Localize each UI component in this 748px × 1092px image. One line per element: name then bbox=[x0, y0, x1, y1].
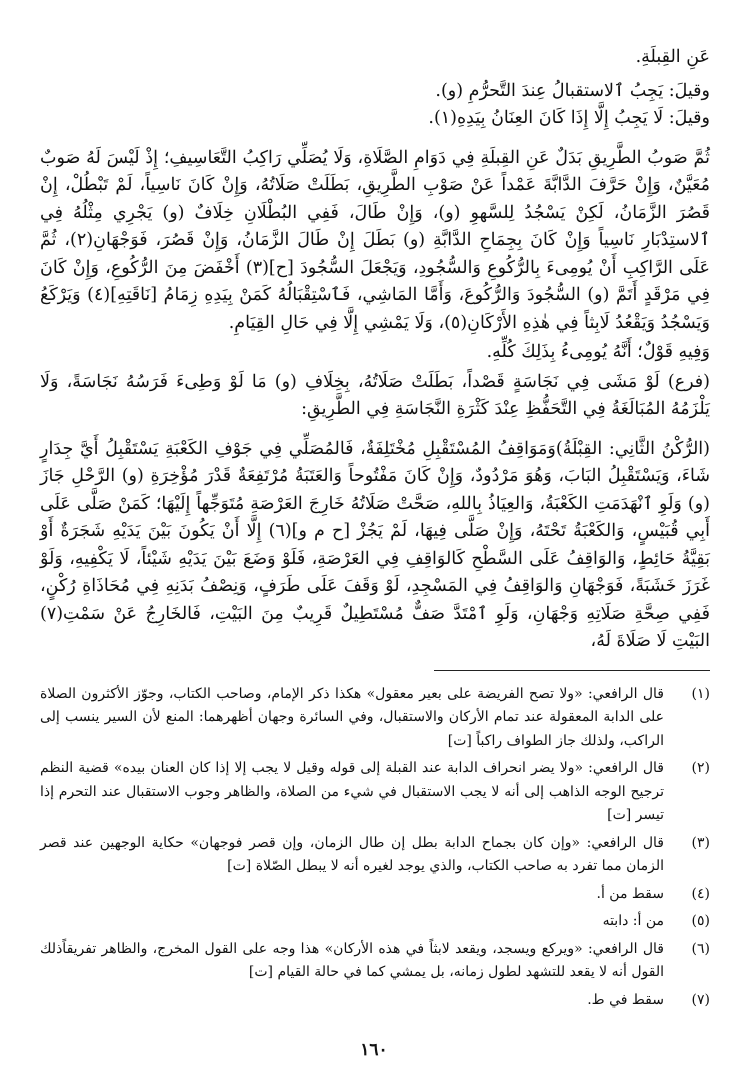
paragraph-qibla: (الرُّكْنُ الثَّانِي: القِبْلَةُ)وَمَوَاقِفُ المُسْتَقْبِلِ مُخْتَلِفَةٌ، فَالمُصَلِّي فِي جَوْفِ الكَعْبَةِ يَسْتَقْبِلُ أَيَّ جِدَارٍ شَاءَ، وَيَسْتَقْبِلُ البَابَ، وَهُوَ مَرْدُودٌ، وَإِنْ كَانَ مَفْتُوحاً وَالعَتَبَةُ مُرْتَفِعَةٌ قَدْرَ مُؤْخِرَةِ (و) الرَّحْلِ جَازَ (و) وَلَوِ ٱنْهَدَمَتِ الكَعْبَةُ، وَالعِيَاذُ بِاللهِ، صَحَّتْ صَلَاتُهُ خَارِجَ العَرْصَةِ مُتَوَجِّهاً إِلَيْهَا؛ كَمَنْ صَلَّى عَلَى أَبِي قُبَيْسٍ، وَالكَعْبَةُ تَحْتَهُ، وَإِنْ صَلَّى فِيهَا، لَمْ يَجُزْ [ح م و](٦) إِلَّا أَنْ يَكُونَ بَيْنَ يَدَيْهِ شَجَرَةٌ أَوْ بَقِيَّةُ حَائِطٍ، وَالوَاقِفُ عَلَى السَّطْحِ كَالوَاقِفِ فِي العَرْصَةِ، فَلَوْ وَضَعَ بَيْنَ يَدَيْهِ شَيْئاً، لَا يَكْفِيهِ، وَلَوْ غَرَزَ خَشَبَةً، فَوَجْهَانِ وَالوَاقِفُ فِي المَسْجِدِ، لَوْ وَقَفَ عَلَى طَرَفٍ، وَنِصْفُ بَدَنِهِ فِي مُحَاذَاةِ رُكْنٍ، فَفِي صِحَّةِ صَلَاتِهِ وَجْهَانِ، وَلَوِ ٱمْتَدَّ صَفٌّ مُسْتَطِيلٌ قَرِيبٌ مِنَ البَيْتِ، فَالخَارِجُ عَنْ سَمْتِ(٧) البَيْتِ لَا صَلَاةَ لَهُ، bbox=[40, 438, 710, 651]
footnote-divider bbox=[434, 670, 710, 671]
footnote-text: قال الرافعي: «ويركع ويسجد، ويقعد لابثاً في هذه الأركان» هذا وجه على القول المخرج، والظاهر تفريقاًذلك القول أنه لا يقعد للتشهد لطول زمانه، بل يمشي كما في حالة القيام [ت] bbox=[40, 940, 664, 980]
footnote-text: من أ: دابته bbox=[602, 913, 664, 929]
footnote bbox=[40, 683, 710, 754]
paragraph-riding: ثُمَّ صَوبُ الطَّرِيقِ بَدَلٌ عَنِ القِبلَةِ فِي دَوَامِ الصَّلَاةِ، وَلَا يُصَلِّي رَاكِبُ التَّعَاسِيفِ؛ إِذْ لَيْسَ لَهُ صَوبٌ مُعَيَّنٌ، وَإِنْ حَرَّفَ الدَّابَّةَ عَمْداً عَنْ صَوْبِ الطَّرِيقِ، بَطَلَتْ صَلَاتُهُ، وَإِنْ كَانَ نَاسِياً، لَمْ تَبْطُلْ، إِنْ قَصُرَ الزَّمَانُ، لَكِنْ يَسْجُدُ لِلسَّهوِ (و)، وَإِنْ طَالَ، فَفِي البُطْلَانِ خِلَافٌ (و) يَجْرِي مِثْلُهُ فِي ٱلاستِدْبَارِ نَاسِياً وَإِنْ كَانَ بِجِمَاحِ الدَّابَّةِ (و) بَطَلَ إِنْ طَالَ الزَّمَانُ، وَإِنْ قَصُرَ، فَوَجْهَانِ(٢)، ثُمَّ عَلَى الرَّاكِبِ أَنْ يُومِىءَ بِالرُّكُوعِ وَالسُّجُودِ، وَيَجْعَلَ السُّجُودَ [ح](٣) أَخْفَضَ مِنَ الرُّكُوعِ، وَإِنْ كَانَ فِي مَرْقَدٍ أَتَمَّ (و) السُّجُودَ وَالرُّكُوعَ، وَأَمَّا المَاشِي، فَٱسْتِقْبَالُهُ كَمَنْ بِيَدِهِ زِمَامُ [نَاقَتِهِ](٤) وَيَرْكَعُ وَيَسْجُدُ وَيَقْعُدُ لَابِثاً فِي هٰذِهِ الأَرْكَانِ(٥)، وَلَا يَمْشِي إِلَّا فِي حَالِ القِيَامِ. bbox=[40, 147, 710, 333]
footnote-text: سقط في ط. bbox=[587, 991, 664, 1008]
page-number: ١٦٠ bbox=[360, 1040, 388, 1060]
footnote bbox=[40, 832, 710, 879]
paragraph-qila-2: وقيلَ: لَا يَجِبُ إِلَّا إِذَا كَانَ العِنَانُ بِيَدِهِ(١). bbox=[428, 108, 710, 128]
footnote-number: (٤) bbox=[691, 885, 710, 902]
footnote-text: قال الرافعي: «وإن كان بجماح الدابة بطل إن طال الزمان، وإن قصر فوجهان» حكاية الوجهين عند قصر الزمان مما تفرد به صاحب الكتاب، والذي يوجد لغيره أنه لا يبطل الصّلاة [ت] bbox=[40, 834, 664, 874]
paragraph-opening: عَنِ القِبلَةِ. bbox=[635, 47, 710, 67]
footnote-text: قال الرافعي: «ولا تصح الفريضة على بعير معقول» هكذا ذكر الإمام، وصاحب الكتاب، وجوّز الأكثرون الصلاة على الدابة المعقولة عند تمام الأركان والاستقبال، وفي السائرة وجهان أظهرهما: المنع لأن السير ينسب إلى الراكب، ولذلك جاز الطواف راكباً [ت] bbox=[40, 685, 664, 749]
footnote-number: (٦) bbox=[691, 940, 710, 957]
footnote-text: قال الرافعي: «ولا يضر انحراف الدابة عند القبلة إلى قوله وقيل لا يجب إلا إذا كان العنان بيده» قضية النظم ترجيح الوجه الذاهب إلى أنه لا يجب الاستقبال في شيء من الصلاة، والظاهر وجوب الاستقبال عند التحرم إذا تيسر [ت] bbox=[40, 760, 664, 823]
paragraph-qawl: وَفِيهِ قَوْلٌ؛ أَنَّهُ يُومِىءُ بِذَلِكَ كُلِّهِ. bbox=[486, 342, 710, 362]
footnote bbox=[40, 938, 710, 985]
footnotes bbox=[40, 683, 710, 1013]
footnote-number: (٢) bbox=[691, 760, 710, 776]
footnote bbox=[40, 757, 710, 828]
footnote-number: (٧) bbox=[691, 991, 710, 1008]
footnote-text: سقط من أ. bbox=[596, 885, 664, 902]
footnote bbox=[40, 989, 710, 1013]
paragraph-qila-1: وقيلَ: يَجِبُ ٱلاستقبالُ عِندَ التَّحرُّمِ (و). bbox=[435, 80, 710, 101]
footnote bbox=[40, 883, 710, 907]
footnote bbox=[40, 910, 710, 934]
footnote-number: (٣) bbox=[691, 834, 710, 851]
footnote-number: (٥) bbox=[691, 913, 710, 929]
footnote-number: (١) bbox=[691, 685, 710, 702]
main-text bbox=[40, 44, 710, 656]
paragraph-far: (فرع) لَوْ مَشَى فِي نَجَاسَةٍ قَصْداً، بَطَلَتْ صَلَاتُهُ، بِخِلَافِ (و) مَا لَوْ وَطِىءَ فَرَسُهُ نَجَاسَةً، وَلَا يَلْزَمُهُ المُبَالَغَةُ فِي التَّحَفُّظِ عِنْدَ كَثْرَةِ النَّجَاسَةِ فِي الطَّرِيقِ: bbox=[40, 371, 710, 419]
